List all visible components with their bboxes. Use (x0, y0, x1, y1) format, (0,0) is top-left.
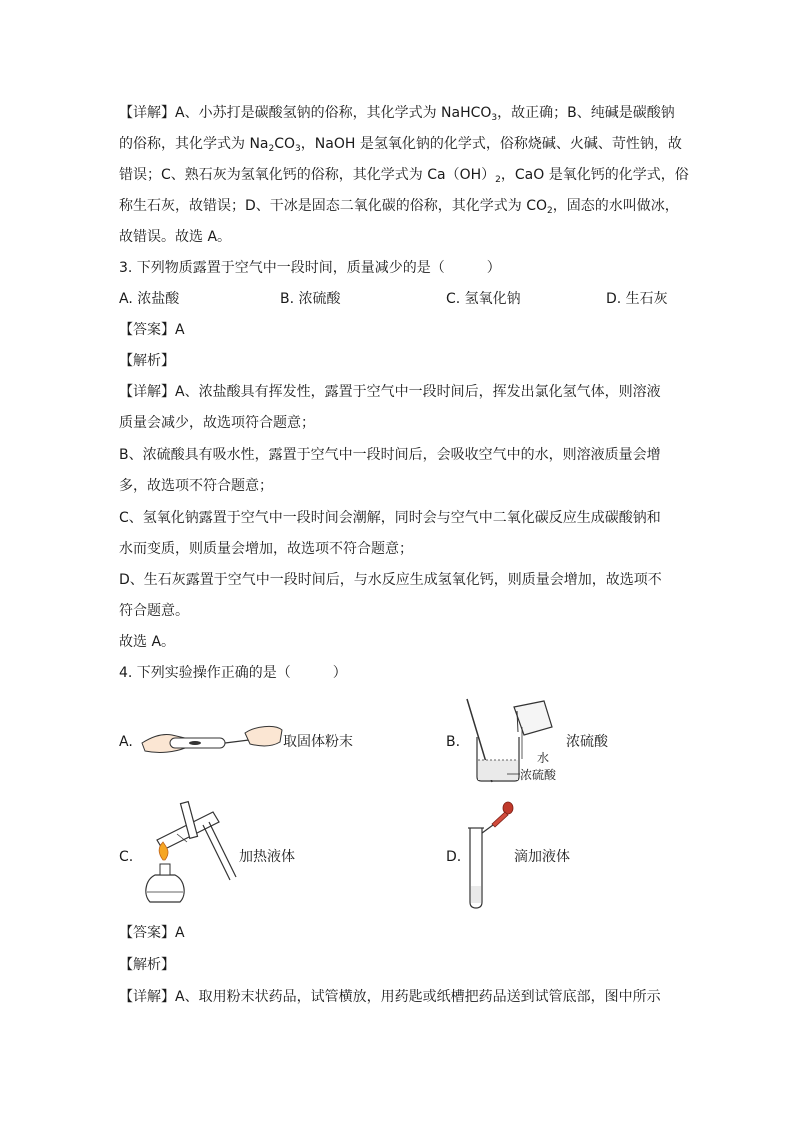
detail-line: 【详解】A、小苏打是碳酸氢钠的俗称，其化学式为 NaHCO$_3$，故正确；B、纯碱是碳酸钠 (119, 105, 675, 123)
figure-a-caption: 取固体粉末 (283, 734, 353, 750)
dropper-figure (462, 800, 522, 910)
detail-line: 故选 A。 (119, 634, 176, 650)
option-a-letter: A. (119, 734, 133, 750)
question-stem: 3. 下列物质露置于空气中一段时间，质量减少的是（ ） (119, 260, 501, 276)
figure-c-caption: 加热液体 (239, 849, 295, 865)
detail-line: B、浓硫酸具有吸水性，露置于空气中一段时间后，会吸收空气中的水，则溶液质量会增 (119, 447, 661, 463)
detail-line: 符合题意。 (119, 603, 189, 619)
acid-label: 浓硫酸 (520, 768, 557, 782)
option-c: C. 氢氧化钠 (446, 291, 521, 307)
detail-line: 错误；C、熟石灰为氢氧化钙的俗称，其化学式为 $Ca(OH)_2$，CaO 是氧化钙的化学式，俗 (119, 167, 689, 185)
option-a: A. 浓盐酸 (119, 291, 180, 307)
heating-figure (135, 800, 240, 910)
detail-line: 质量会减少，故选项符合题意； (119, 415, 315, 431)
water-label: 水 (537, 751, 550, 765)
figure-d-caption: 滴加液体 (514, 849, 570, 865)
detail-line: 多，故选项不符合题意； (119, 478, 273, 494)
detail-line: 水而变质，则质量会增加，故选项不符合题意； (119, 541, 413, 557)
detail-line: 的俗称，其化学式为 $Na_2CO_3$，NaOH 是氢氧化钠的化学式，俗称烧碱、火碱、苛性钠，故 (119, 136, 682, 154)
detail-line: 【详解】A、取用粉末状药品，试管横放，用药匙或纸槽把药品送到试管底部，图中所示 (119, 989, 661, 1005)
detail-line: C、氢氧化钠露置于空气中一段时间会潮解，同时会与空气中二氧化碳反应生成碳酸钠和 (119, 510, 661, 526)
option-d: D. 生石灰 (606, 291, 668, 307)
analysis-label: 【解析】 (119, 353, 175, 369)
option-d-letter: D. (446, 849, 462, 865)
detail-line: 称生石灰，故错误；D、干冰是固态二氧化碳的俗称，其化学式为 $CO_2$，固态的水叫做冰， (119, 198, 679, 216)
detail-line: 故错误。故选 A。 (119, 229, 232, 245)
answer-label: 【答案】A (119, 925, 185, 941)
option-b: B. 浓硫酸 (280, 291, 341, 307)
option-b-letter: B. (446, 734, 461, 750)
detail-line: 【详解】A、浓盐酸具有挥发性，露置于空气中一段时间后，挥发出氯化氢气体，则溶液 (119, 384, 661, 400)
figure-b-caption: 浓硫酸 (566, 734, 608, 750)
detail-line: D、生石灰露置于空气中一段时间后，与水反应生成氢氧化钙，则质量会增加，故选项不 (119, 572, 662, 588)
option-c-letter: C. (119, 849, 134, 865)
answer-label: 【答案】A (119, 322, 185, 338)
question-stem: 4. 下列实验操作正确的是（ ） (119, 665, 347, 681)
analysis-label: 【解析】 (119, 957, 175, 973)
powder-taking-figure (140, 718, 285, 763)
